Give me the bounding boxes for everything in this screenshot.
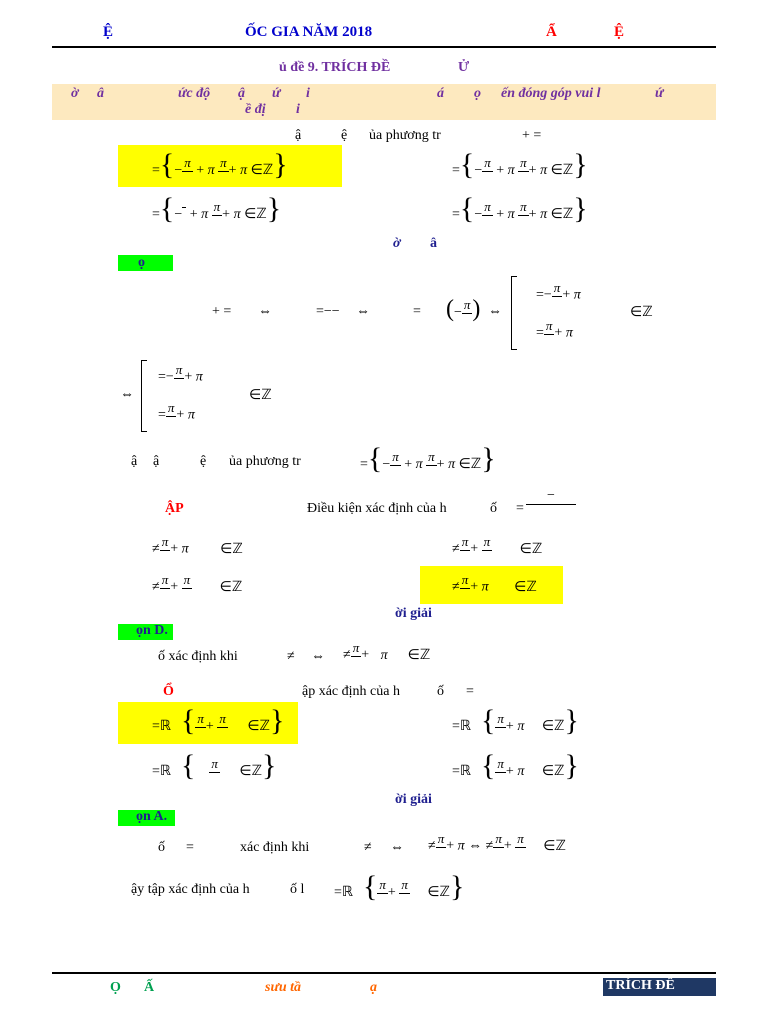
footer-b: Ấ xyxy=(144,980,155,995)
q1-step1-f: ⇔ xyxy=(488,304,502,319)
q1-stem-a: ậ xyxy=(295,128,302,143)
banner-text: á xyxy=(437,86,444,101)
q1-conclusion-a: ậ xyxy=(131,454,138,469)
q1-choose-label: ọ xyxy=(138,255,145,270)
banner-text: â xyxy=(97,86,104,101)
q2-option-c: ≠ π + π ∈ℤ xyxy=(152,572,243,595)
q1-solution-title-b: â xyxy=(430,236,437,251)
header-right-1: Ẩ xyxy=(546,24,557,40)
q3-exp-b: = xyxy=(186,840,194,855)
q3-exp-d: ≠ xyxy=(364,840,372,855)
footer-rule xyxy=(52,972,716,974)
q3-solution-title: ời giải xyxy=(395,792,432,807)
q1-system1-line2: = π + π xyxy=(536,318,573,341)
q1-system2-line1: =− π + π xyxy=(158,362,203,385)
footer-c: sưu tầ xyxy=(265,980,302,995)
q1-step1-a: + = xyxy=(212,304,232,319)
q3-stem: ập xác định của h xyxy=(302,684,400,699)
banner-text: ờ xyxy=(71,86,79,101)
banner-text: ậ xyxy=(238,86,245,101)
q3-stem-b: ố xyxy=(437,684,444,699)
q2-option-d: ≠ π + π ∈ℤ xyxy=(452,572,537,595)
q1-conclusion-c: ệ xyxy=(200,454,207,469)
q1-conclusion-b: ậ xyxy=(153,454,160,469)
banner-text: ọ xyxy=(474,86,481,101)
q1-step1-c: =−− xyxy=(316,304,340,319)
header-right-2: Ệ xyxy=(614,24,625,40)
q2-solution-title: ời giải xyxy=(395,606,432,621)
q1-stem-b: ệ xyxy=(341,128,348,143)
q1-option-b: ={− π + π π + π ∈ℤ} xyxy=(452,148,588,181)
q1-option-d: ={− π + π π + π ∈ℤ} xyxy=(452,192,588,225)
q1-system-bracket-2 xyxy=(141,360,142,432)
q2-exp-c: ⇔ xyxy=(311,649,325,664)
q3-choose-label: ọn A. xyxy=(136,809,168,824)
q2-stem-b: ố xyxy=(490,501,497,516)
q2-choose-label: ọn D. xyxy=(136,623,168,638)
q3-conclusion-a: ậy tập xác định của h xyxy=(131,882,250,897)
q1-stem-c: ủa phương tr xyxy=(369,128,441,143)
q1-step2-arrow: ⇔ xyxy=(120,387,134,402)
q1-conclusion-set: ={− π + π π + π ∈ℤ} xyxy=(360,442,496,475)
q3-option-c: =ℝ { π ∈ℤ} xyxy=(152,749,277,782)
q2-option-a: ≠ π + π ∈ℤ xyxy=(152,534,243,557)
footer-d: ạ xyxy=(370,980,377,995)
banner-text: ứ xyxy=(655,86,664,101)
banner-text: ề đị xyxy=(245,102,266,117)
q1-step1-b: ⇔ xyxy=(258,304,272,319)
q3-conclusion-b: ố l xyxy=(290,882,305,897)
q1-system2-line2: = π + π xyxy=(158,400,195,423)
banner-text: ến đóng góp vui l xyxy=(501,86,601,101)
q1-option-a: ={− π + π π + π ∈ℤ} xyxy=(152,148,288,181)
q3-stem-c: = xyxy=(466,684,474,699)
q2-label: ẬP xyxy=(165,501,184,516)
info-banner xyxy=(52,84,716,120)
q1-option-c: ={− + π π + π ∈ℤ} xyxy=(152,192,282,225)
q2-stem-fraction: − xyxy=(526,488,576,505)
chapter-title-right: Ử xyxy=(458,60,470,75)
chapter-title: ủ đề 9. TRÍCH ĐỀ xyxy=(279,60,391,75)
q1-choose-highlight xyxy=(118,255,173,271)
banner-text: ức độ xyxy=(178,86,211,101)
q1-step1-d: ⇔ xyxy=(356,304,370,319)
q2-exp-d: ≠ π + π ∈ℤ xyxy=(343,640,431,663)
q1-solution-title-a: ờ xyxy=(393,236,401,251)
q1-conclusion-d: ủa phương tr xyxy=(229,454,301,469)
q3-option-b: =ℝ { π + π ∈ℤ} xyxy=(452,704,579,737)
q3-exp-e: ⇔ xyxy=(390,840,404,855)
q1-step1-e: = xyxy=(413,304,421,319)
q3-option-a: =ℝ { π + π ∈ℤ} xyxy=(152,704,285,737)
footer-a: Ọ xyxy=(110,980,121,995)
header-rule xyxy=(52,46,716,48)
q3-exp-f: ≠ π + π ⇔ ≠ π + π ∈ℤ xyxy=(428,831,566,854)
q3-label: Ổ xyxy=(163,684,174,699)
q1-system-bracket-1 xyxy=(511,276,512,350)
q1-system1-line1: =− π + π xyxy=(536,280,581,303)
q3-exp-c: xác định khi xyxy=(240,840,310,855)
q1-stem-d: + = xyxy=(522,128,542,143)
q3-conclusion-set: =ℝ { π + π ∈ℤ} xyxy=(334,870,465,903)
header-left: Ệ xyxy=(103,24,114,40)
q2-exp-b: ≠ xyxy=(287,649,295,664)
banner-text: ứ xyxy=(272,86,281,101)
q1-system2-domain: ∈ℤ xyxy=(249,388,272,403)
q1-system1-domain: ∈ℤ xyxy=(630,305,653,320)
q1-step1-paren: (− π ) xyxy=(446,296,481,322)
q2-exp-a: ố xác định khi xyxy=(158,649,238,664)
q3-exp-a: ố xyxy=(158,840,165,855)
q2-option-b: ≠ π + π ∈ℤ xyxy=(452,534,543,557)
q2-stem: Điều kiện xác định của h xyxy=(307,501,447,516)
banner-text: i xyxy=(306,86,310,101)
q3-option-d: =ℝ { π + π ∈ℤ} xyxy=(452,749,579,782)
footer-badge: TRÍCH ĐỀ xyxy=(603,978,716,996)
q2-stem-c: = xyxy=(516,501,524,516)
header-title: ỐC GIA NĂM 2018 xyxy=(245,24,373,40)
banner-text: i xyxy=(296,102,300,117)
